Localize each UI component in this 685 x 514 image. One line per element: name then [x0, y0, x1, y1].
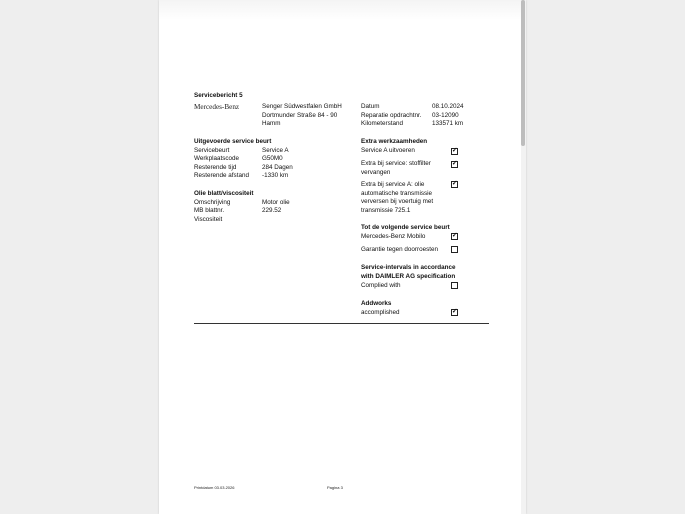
meta-value-date: 08.10.2024: [432, 103, 464, 110]
addworks-heading: Addworks: [361, 300, 392, 307]
checkbox[interactable]: [451, 246, 458, 253]
extra-item-label: Service A uitvoeren: [361, 147, 415, 154]
dealer-city: Hamm: [262, 120, 281, 127]
checkbox[interactable]: [451, 181, 458, 188]
check-icon: ✓: [452, 232, 458, 239]
check-icon: ✓: [452, 308, 458, 315]
check-icon: ✓: [452, 147, 458, 154]
mercedes-benz-logo: Mercedes-Benz: [194, 103, 240, 111]
oil-label: MB blattnr.: [194, 207, 225, 214]
meta-label-date: Datum: [361, 103, 380, 110]
check-icon: ✓: [452, 160, 458, 167]
extra-item-label: Extra bij service: stoffilter vervangen: [361, 160, 431, 176]
oil-label: Viscositeit: [194, 216, 223, 223]
service-value: 284 Dagen: [262, 164, 293, 171]
checkbox[interactable]: [451, 161, 458, 168]
next-service-heading: Tot de volgende service beurt: [361, 224, 450, 231]
next-service-item-label: Garantie tegen doorroesten: [361, 246, 439, 253]
service-label: Werkplaatscode: [194, 155, 240, 162]
next-service-item-label: Mercedes-Benz Mobilo: [361, 233, 426, 240]
checkbox[interactable]: [451, 233, 458, 240]
service-value: Service A: [262, 147, 289, 154]
checkbox[interactable]: [451, 148, 458, 155]
meta-label-mileage: Kilometerstand: [361, 120, 403, 127]
meta-value-mileage: 133571 km: [432, 120, 464, 127]
oil-heading: Olie blatt/viscositeit: [194, 190, 254, 197]
document-page: [159, 0, 526, 514]
print-date: Printdatum 03.03.2026: [194, 485, 235, 490]
addworks-item-label: accomplished: [361, 309, 400, 316]
meta-label-order: Reparatie opdrachtnr.: [361, 112, 422, 119]
dealer-name: Senger Südwestfalen GmbH: [262, 103, 342, 110]
scrollbar-thumb[interactable]: [521, 0, 525, 146]
service-heading: Uitgevoerde service beurt: [194, 138, 272, 145]
extra-heading: Extra werkzaamheden: [361, 138, 428, 145]
dealer-street: Dortmunder Straße 84 - 90: [262, 112, 338, 119]
page-number: Pagina 3: [327, 485, 343, 490]
section-divider: [194, 323, 489, 324]
intervals-heading: Service-intervals in accordance with DAIMLER AG specification: [361, 264, 456, 280]
service-value: G50M0: [262, 155, 283, 162]
service-value: -1330 km: [262, 172, 289, 179]
service-label: Servicebeurt: [194, 147, 230, 154]
checkbox[interactable]: [451, 282, 458, 289]
service-label: Resterende tijd: [194, 164, 237, 171]
report-title: Servicebericht 5: [194, 92, 243, 99]
oil-label: Omschrijving: [194, 199, 231, 206]
extra-item-label: Extra bij service A: olie automatische transmissie verversen bij voertuig met transmissie 725.1: [361, 181, 434, 214]
checkbox[interactable]: [451, 309, 458, 316]
meta-value-order: 03-12090: [432, 112, 459, 119]
check-icon: ✓: [452, 180, 458, 187]
oil-value: 229.52: [262, 207, 282, 214]
intervals-item-label: Complied with: [361, 282, 401, 289]
oil-value: Motor olie: [262, 199, 290, 206]
service-label: Resterende afstand: [194, 172, 249, 179]
page-top-shadow: [159, 0, 521, 20]
